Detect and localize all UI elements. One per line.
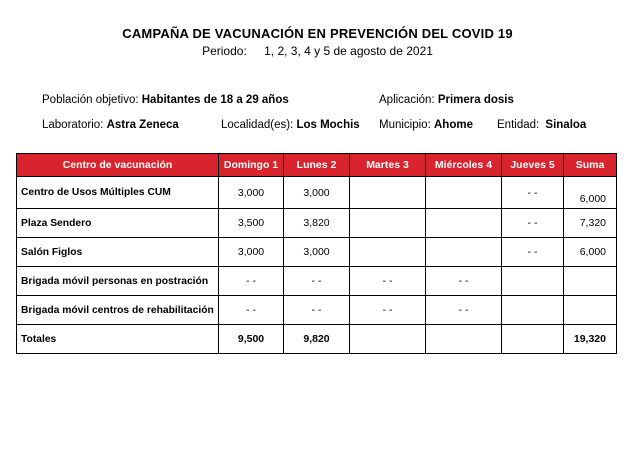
table-header-row: [17, 154, 617, 177]
total-cell: 9,820: [284, 325, 350, 354]
column-header: Miércoles 4: [426, 154, 502, 177]
total-cell: [502, 325, 564, 354]
center-name: Brigada móvil centros de rehabilitación: [17, 296, 219, 325]
table-row: [17, 267, 617, 296]
entidad-label: Entidad:: [497, 119, 540, 131]
column-header: Martes 3: [350, 154, 426, 177]
table-cell: [426, 209, 502, 238]
laboratorio: [42, 119, 179, 131]
center-name: Brigada móvil personas en postración: [17, 267, 219, 296]
table-cell: - -: [219, 267, 284, 296]
center-name: Salón Figlos: [17, 238, 219, 267]
laboratorio-label: Laboratorio:: [42, 119, 104, 131]
center-name: Centro de Usos Múltiples CUM: [17, 177, 219, 209]
entidad: [497, 119, 586, 131]
sum-cell: [564, 267, 617, 296]
table-cell: - -: [426, 296, 502, 325]
vaccination-table: [16, 153, 617, 354]
total-cell: [426, 325, 502, 354]
poblacion-label: Población objetivo:: [42, 94, 139, 106]
sum-cell: 6,000: [564, 177, 617, 209]
table-cell: 3,820: [284, 209, 350, 238]
period-label: Periodo:: [202, 44, 247, 58]
table-cell: - -: [502, 177, 564, 209]
column-header: Lunes 2: [284, 154, 350, 177]
table-cell: 3,500: [219, 209, 284, 238]
localidad-value: Los Mochis: [296, 119, 360, 131]
table-cell: - -: [350, 296, 426, 325]
table-row: [17, 238, 617, 267]
municipio-value: Ahome: [433, 119, 473, 131]
entidad-value: Sinaloa: [545, 119, 587, 131]
table-row: [17, 209, 617, 238]
aplicacion-label: Aplicación:: [379, 94, 435, 106]
table-cell: [426, 238, 502, 267]
table-cell: - -: [426, 267, 502, 296]
sum-cell: [564, 296, 617, 325]
document-title: CAMPAÑA DE VACUNACIÓN EN PREVENCIÓN DEL COVID 19: [122, 26, 513, 41]
sum-cell: 6,000: [564, 238, 617, 267]
totals-label: Totales: [17, 325, 219, 354]
column-header: Suma: [564, 154, 617, 177]
period-value: 1, 2, 3, 4 y 5 de agosto de 2021: [264, 44, 433, 58]
table-cell: [502, 296, 564, 325]
localidad-label: Localidad(es):: [221, 119, 294, 131]
table-cell: [350, 177, 426, 209]
municipio: [379, 119, 473, 131]
table-cell: [426, 177, 502, 209]
table-cell: [350, 238, 426, 267]
table-cell: - -: [284, 296, 350, 325]
table-cell: [350, 209, 426, 238]
totals-row: [17, 325, 617, 354]
localidad: [221, 119, 360, 131]
column-header: Centro de vacunación: [17, 154, 219, 177]
table-cell: 3,000: [284, 177, 350, 209]
table-cell: - -: [502, 238, 564, 267]
grand-total-cell: 19,320: [564, 325, 617, 354]
poblacion-value: Habitantes de 18 a 29 años: [141, 94, 289, 106]
period-line: [0, 44, 635, 58]
table-cell: [502, 267, 564, 296]
center-name: Plaza Sendero: [17, 209, 219, 238]
table-cell: - -: [284, 267, 350, 296]
table-cell: - -: [219, 296, 284, 325]
aplicacion-value: Primera dosis: [437, 94, 514, 106]
column-header: Domingo 1: [219, 154, 284, 177]
table-cell: 3,000: [219, 238, 284, 267]
table-row: [17, 177, 617, 209]
table-row: [17, 296, 617, 325]
total-cell: 9,500: [219, 325, 284, 354]
sum-cell: 7,320: [564, 209, 617, 238]
poblacion-objetivo: [42, 94, 289, 106]
municipio-label: Municipio:: [379, 119, 431, 131]
table-cell: 3,000: [284, 238, 350, 267]
aplicacion: [379, 94, 514, 106]
laboratorio-value: Astra Zeneca: [106, 119, 179, 131]
column-header: Jueves 5: [502, 154, 564, 177]
table-cell: - -: [502, 209, 564, 238]
total-cell: [350, 325, 426, 354]
table-cell: 3,000: [219, 177, 284, 209]
table-cell: - -: [350, 267, 426, 296]
